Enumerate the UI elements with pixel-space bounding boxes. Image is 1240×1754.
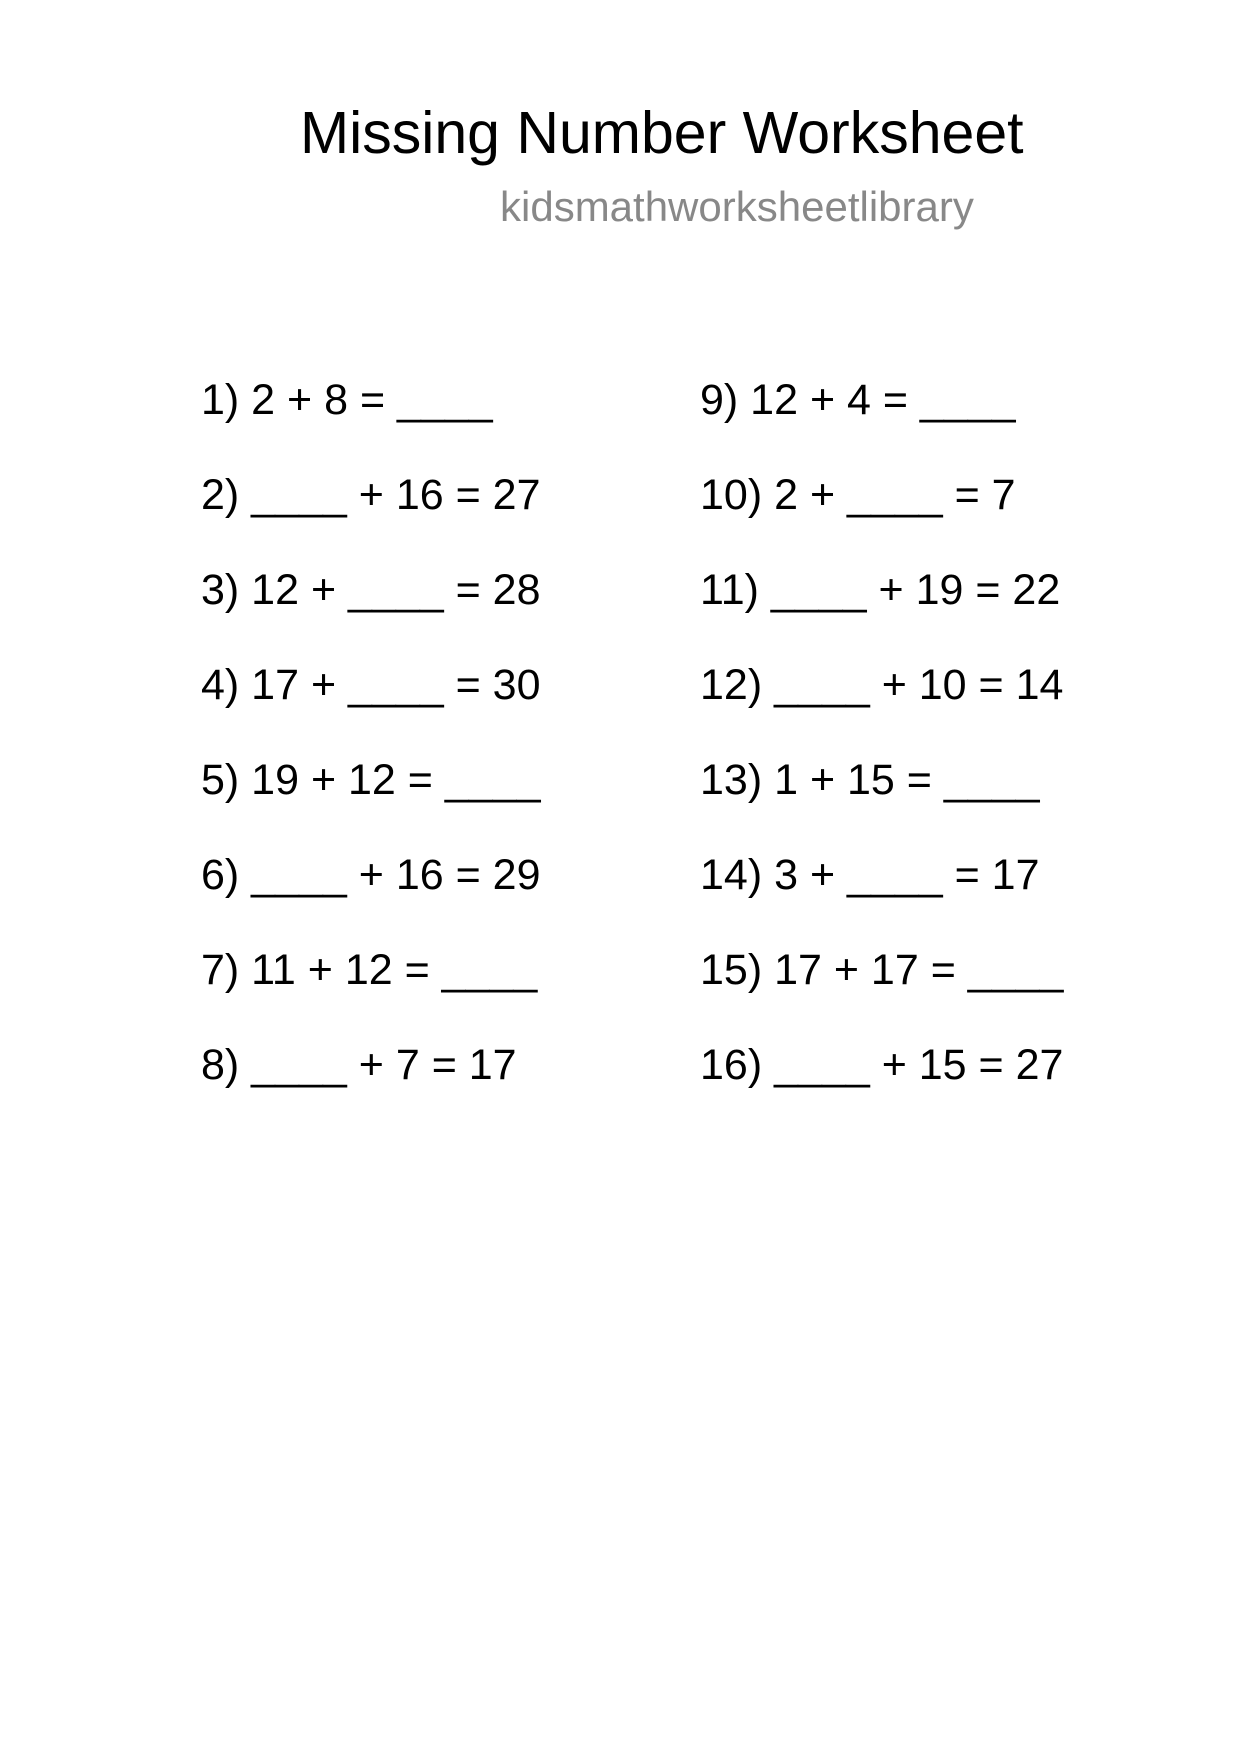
problem-9: 9) 12 + 4 = ____	[700, 376, 1016, 424]
problem-13: 13) 1 + 15 = ____	[700, 756, 1040, 804]
problem-1: 1) 2 + 8 = ____	[201, 376, 493, 424]
problem-7: 7) 11 + 12 = ____	[201, 946, 538, 994]
problem-3: 3) 12 + ____ = 28	[201, 566, 541, 614]
problem-4: 4) 17 + ____ = 30	[201, 661, 541, 709]
problem-11: 11) ____ + 19 = 22	[700, 566, 1061, 614]
page-title: Missing Number Worksheet	[300, 100, 1024, 166]
problem-2: 2) ____ + 16 = 27	[201, 471, 541, 519]
problem-6: 6) ____ + 16 = 29	[201, 851, 541, 899]
problem-10: 10) 2 + ____ = 7	[700, 471, 1016, 519]
problem-16: 16) ____ + 15 = 27	[700, 1041, 1064, 1089]
problem-8: 8) ____ + 7 = 17	[201, 1041, 517, 1089]
problems-left-column	[201, 353, 541, 1113]
problems-right-column	[700, 353, 1063, 1113]
problem-5: 5) 19 + 12 = ____	[201, 756, 541, 804]
problem-12: 12) ____ + 10 = 14	[700, 661, 1064, 709]
problem-15: 15) 17 + 17 = ____	[700, 946, 1064, 994]
page-subtitle: kidsmathworksheetlibrary	[500, 183, 974, 230]
problem-14: 14) 3 + ____ = 17	[700, 851, 1040, 899]
